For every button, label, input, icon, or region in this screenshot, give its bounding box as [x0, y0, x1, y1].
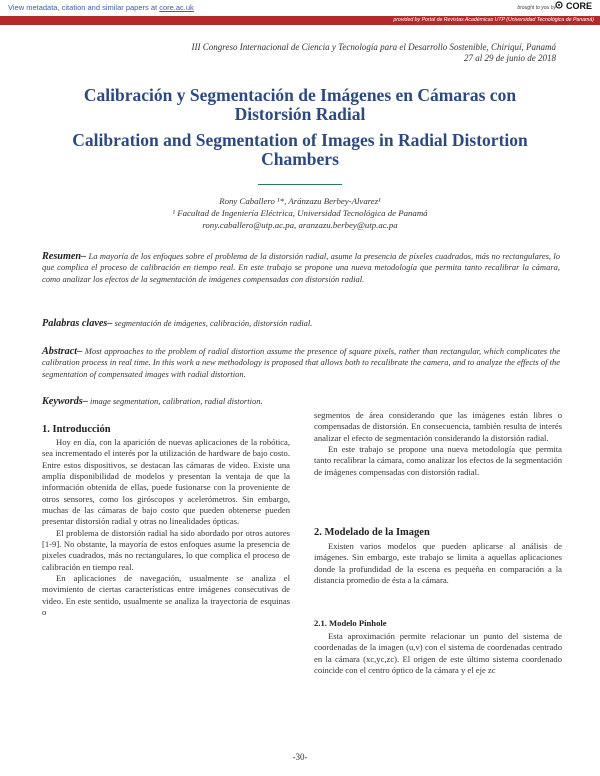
page-number: -30-	[292, 752, 308, 762]
intro-paragraph-1: Hoy en día, con la aparición de nuevas aplicaciones de la robótica, sea incrementado el interés por la utilización de hardware de bajo costo. Entre estos dispositivos, se destacan las cámaras de video. Existe una amplia disponibilidad de modelos y presentan la ventaja de que la información obtenida de ellas, puede fusionarse con la proveniente de otros sensores, como los giróscopos y acelerómetros. Sin embargo, muchas de las cámaras de bajo costo que pueden obtenerse pueden presentar distorsión radial y otras no linealidades ópticas.	[42, 437, 290, 527]
conference-name: III Congreso Internacional de Ciencia y Tecnología para el Desarrollo Sostenible, Chiriquí, Panamá	[191, 42, 556, 52]
palabras-text: segmentación de imágenes, calibración, distorsión radial.	[114, 318, 313, 328]
core-banner	[0, 0, 600, 14]
core-logo-icon	[555, 1, 563, 9]
author-affiliation: ¹ Facultad de Ingeniería Eléctrica, Universidad Tecnológica de Panamá	[172, 208, 428, 218]
author-emails: rony.caballero@utp.ac.pa, aranzazu.berbey@utp.ac.pa	[202, 220, 398, 230]
provided-by-text[interactable]: provided by Portal de Revistas Académicas UTP (Universidad Tecnológica de Panamá)	[393, 17, 594, 23]
core-logo[interactable]	[555, 1, 592, 11]
section-2-1-heading: 2.1. Modelo Pinhole	[314, 618, 387, 628]
title-es-line1: Calibración y Segmentación de Imágenes en Cámaras con	[83, 85, 517, 105]
right-column-top	[314, 410, 562, 478]
metadata-link-text: View metadata, citation and similar papers at	[8, 3, 158, 12]
resumen-label: Resumen–	[42, 251, 87, 262]
conference-dates: 27 al 29 de junio de 2018	[464, 53, 556, 63]
palabras-label: Palabras claves–	[42, 318, 113, 329]
palabras-block	[42, 318, 560, 329]
title-en-line1: Calibration and Segmentation of Images in Radial Distortion	[72, 130, 528, 150]
abstract-label: Abstract–	[42, 346, 83, 357]
intro-paragraph-2: El problema de distorsión radial ha sido abordado por otros autores [1-9]. No obstante, la mayoría de estos enfoques asume la presencia de pixeles cuadrados, más no rectangulares, lo que complica el proceso de calibración en tiempo real.	[42, 527, 290, 572]
title-rule	[258, 184, 342, 185]
keywords-label: Keywords–	[42, 396, 88, 407]
left-column	[42, 437, 290, 619]
section-2-1-body	[314, 631, 562, 676]
core-logo-text: CORE	[565, 1, 592, 11]
section-2-paragraph-1: Existen varios modelos que pueden aplicarse al análisis de imágenes. Sin embargo, este trabajo se limita a aquellas aplicaciones donde la profundidad de la escena es pequeña en comparación a la distancia promedio de ésta a la cámara.	[314, 541, 562, 586]
title-en-line2: Chambers	[261, 149, 339, 169]
brought-by-text: brought to you by	[517, 5, 556, 11]
resumen-block	[42, 251, 560, 285]
intro-paragraph-3: En aplicaciones de navegación, usualmente se analiza el movimiento de ciertas características entre imágenes consecutivas de video. En este sentido, usualmente se analiza la trayectoria de esquinas o	[42, 573, 290, 618]
keywords-block	[42, 396, 560, 407]
abstract-text: Most approaches to the problem of radial distortion assume the presence of square pixels, rather than rectangular, which complicates the calibration process in real time. In this work a new methodology is proposed that allows both to recalibrate the camera, and to analyze the effects of the segmentation of compensated images with radial distortion.	[42, 346, 561, 379]
title-es-line2: Distorsión Radial	[234, 104, 366, 124]
author-names: Rony Caballero ¹*, Aránzazu Berbey-Alvarez¹	[219, 196, 381, 206]
metadata-link[interactable]	[8, 3, 194, 12]
col2-paragraph-2: En este trabajo se propone una nueva metodología que permita tanto recalibrar la cámara, como analizar los efectos de la segmentación de imágenes compensadas con distorsión radial.	[314, 444, 562, 477]
section-2-1-paragraph-1: Esta aproximación permite relacionar un punto del sistema de coordenadas de la imagen (u,v) con el sistema de coordenadas centrado en la cámara (xc,yc,zc). El origen de este último sistema coordenado coincide con el centro óptico de la cámara y el eje zc	[314, 631, 562, 676]
keywords-text: image segmentation, calibration, radial distortion.	[89, 396, 263, 406]
resumen-text: La mayoría de los enfoques sobre el problema de la distorsión radial, asume la presencia de píxeles cuadrados, más no rectangulares, lo que complica el proceso de calibración en tiempo real. En este trabajo se propone una nueva metodología que permita tanto recalibrar la cámara, como analizar los efectos de la segmentación de imágenes compensadas con distorsión radial.	[42, 251, 561, 284]
core-domain-link[interactable]: core.ac.uk	[159, 3, 194, 12]
provided-by-bar	[0, 16, 600, 25]
col2-paragraph-1: segmentos de área considerando que las imágenes están libres o compensadas de distorsión. En consecuencia, también resulta de interés analizar el efecto de segmentación considerando la distorsión radial.	[314, 410, 562, 443]
abstract-block	[42, 346, 560, 380]
section-2-heading: 2. Modelado de la Imagen	[314, 527, 430, 538]
section-1-heading: 1. Introducción	[42, 424, 111, 435]
section-2-body	[314, 541, 562, 586]
